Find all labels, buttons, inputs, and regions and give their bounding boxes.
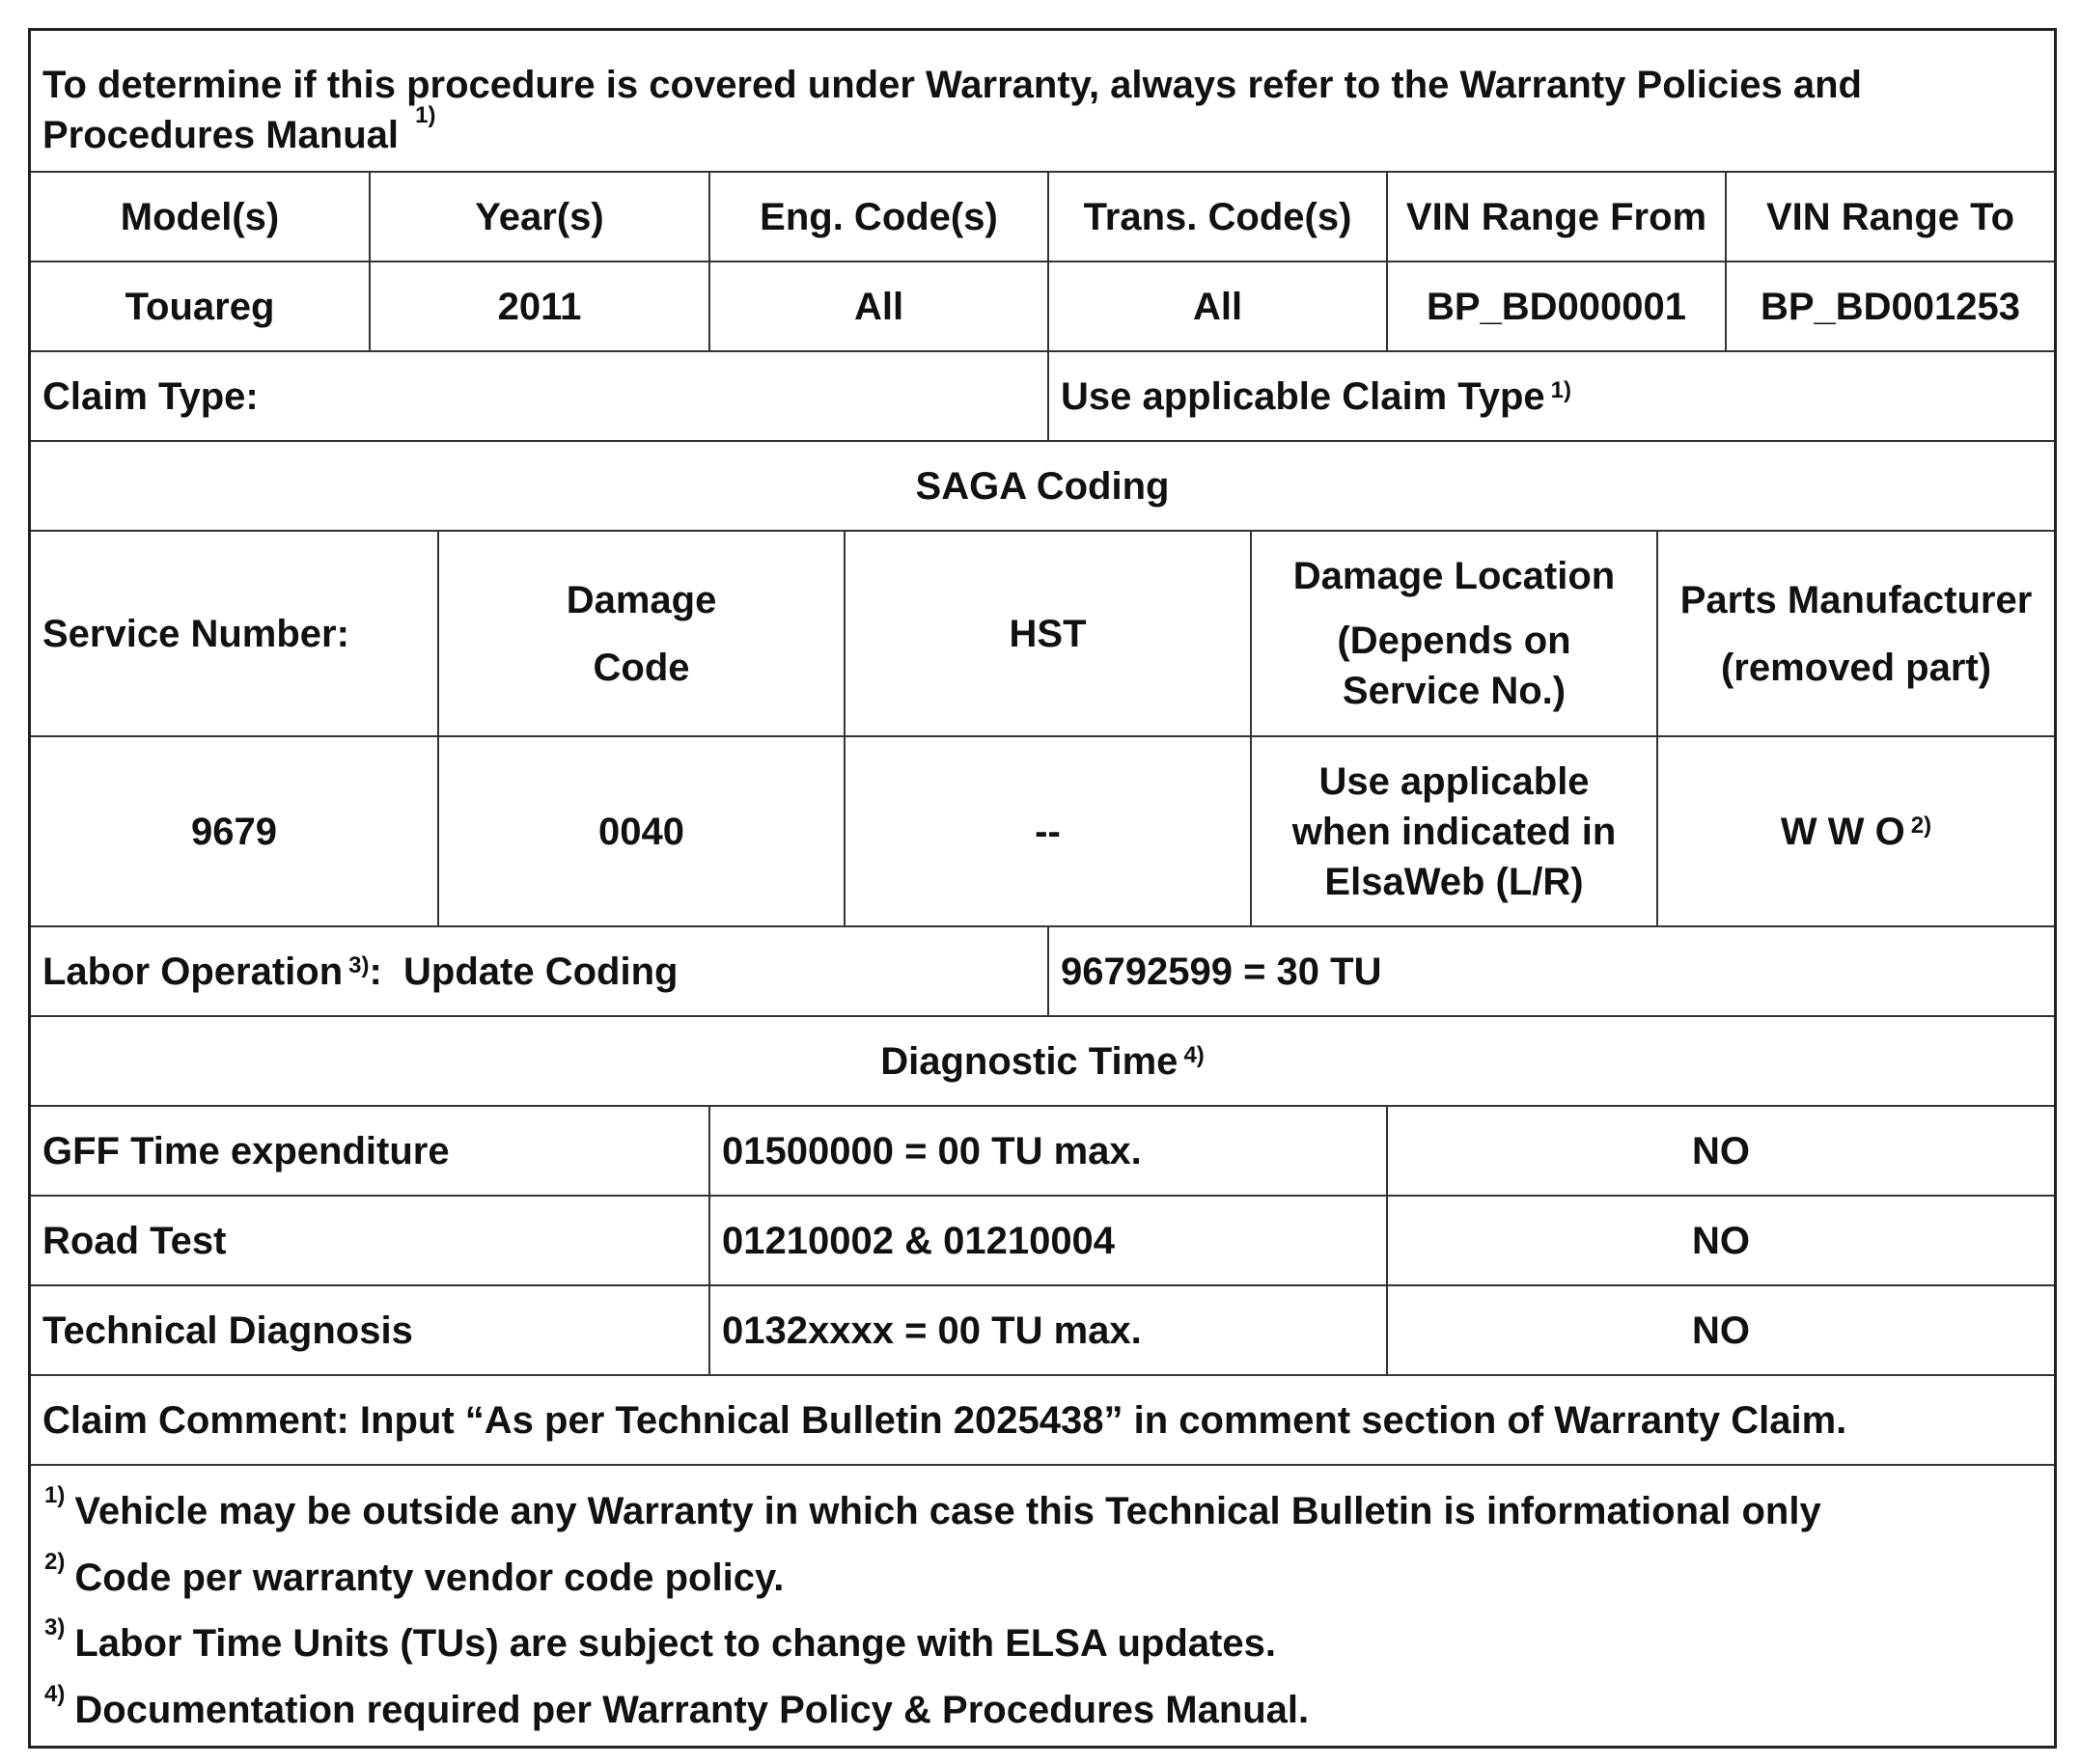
header-parts-manufacturer: Parts Manufacturer (removed part) — [1656, 532, 2054, 735]
claim-type-label: Claim Type: — [42, 374, 259, 418]
value-hst: -- — [844, 737, 1250, 925]
diagnostic-name: GFF Time expenditure — [42, 1129, 450, 1172]
diagnostic-name: Technical Diagnosis — [42, 1309, 413, 1352]
footnote: $^{4)}$ Documentation required per Warranty Policy & Procedures Manual. — [44, 1681, 1310, 1731]
claim-type-row — [31, 352, 2054, 442]
diagnostic-code: 0132xxxx = 00 TU max. — [708, 1286, 1386, 1374]
footnote: $^{2)}$ Code per warranty vendor code policy. — [44, 1549, 785, 1599]
saga-header-row — [31, 532, 2054, 737]
diagnostic-title: Diagnostic Time $^{4)}$ — [880, 1039, 1205, 1083]
value-vin-to: BP_BD001253 — [1725, 262, 2054, 350]
value-service-number: 9679 — [191, 810, 277, 853]
footnote: $^{3)}$ Labor Time Units (TUs) are subject to change with ELSA updates. — [44, 1614, 1276, 1665]
header-hst: HST — [844, 532, 1250, 735]
footnotes — [31, 1466, 2054, 1746]
vehicle-header-row — [31, 173, 2054, 262]
diagnostic-name: Road Test — [42, 1219, 227, 1262]
value-damage-code: 0040 — [437, 737, 844, 925]
value-parts-manufacturer: W W O $^{2)}$ — [1656, 737, 2054, 925]
header-vin-from: VIN Range From — [1386, 173, 1725, 261]
value-trans-code: All — [1047, 262, 1386, 350]
intro-row — [31, 31, 2054, 173]
diagnostic-code: 01500000 = 00 TU max. — [708, 1107, 1386, 1195]
saga-title: SAGA Coding — [915, 464, 1170, 508]
value-eng-code: All — [708, 262, 1047, 350]
labor-value: 96792599 = 30 TU — [1047, 927, 2054, 1015]
header-eng-codes: Eng. Code(s) — [708, 173, 1047, 261]
diagnostic-title-row — [31, 1017, 2054, 1107]
header-service-number: Service Number: — [42, 612, 349, 655]
header-damage-code: Damage Code — [437, 532, 844, 735]
labor-row — [31, 927, 2054, 1017]
diagnostic-code: 01210002 & 01210004 — [708, 1197, 1386, 1284]
warranty-table — [28, 28, 2057, 1749]
diagnostic-row — [31, 1286, 2054, 1376]
intro-text: To determine if this procedure is covered under Warranty, always refer to the Warranty Policies and Procedures Manual $^{1)}$ — [42, 64, 1862, 156]
header-vin-to: VIN Range To — [1725, 173, 2054, 261]
diagnostic-status: NO — [1386, 1197, 2054, 1284]
diagnostic-status: NO — [1386, 1107, 2054, 1195]
claim-type-value: Use applicable Claim Type $^{1)}$ — [1047, 352, 2054, 440]
saga-title-row — [31, 442, 2054, 532]
diagnostic-row — [31, 1107, 2054, 1197]
diagnostic-status: NO — [1386, 1286, 2054, 1374]
header-damage-location: Damage Location (Depends on Service No.) — [1250, 532, 1656, 735]
diagnostic-row — [31, 1197, 2054, 1286]
header-years: Year(s) — [369, 173, 708, 261]
labor-operation: Labor Operation $^{3)}$ : Update Coding — [42, 950, 679, 993]
saga-value-row — [31, 737, 2054, 927]
claim-comment: Claim Comment: Input “As per Technical Bulletin 2025438” in comment section of Warranty Claim. — [42, 1398, 1847, 1442]
claim-comment-row — [31, 1376, 2054, 1466]
value-damage-location: Use applicable when indicated in ElsaWeb (L/R) — [1250, 737, 1656, 925]
header-models: Model(s) — [120, 195, 280, 238]
value-year: 2011 — [369, 262, 708, 350]
value-model: Touareg — [125, 285, 275, 328]
vehicle-value-row — [31, 262, 2054, 352]
footnote: $^{1)}$ Vehicle may be outside any Warranty in which case this Technical Bulletin is informational only — [44, 1482, 1821, 1532]
value-vin-from: BP_BD000001 — [1386, 262, 1725, 350]
header-trans-codes: Trans. Code(s) — [1047, 173, 1386, 261]
